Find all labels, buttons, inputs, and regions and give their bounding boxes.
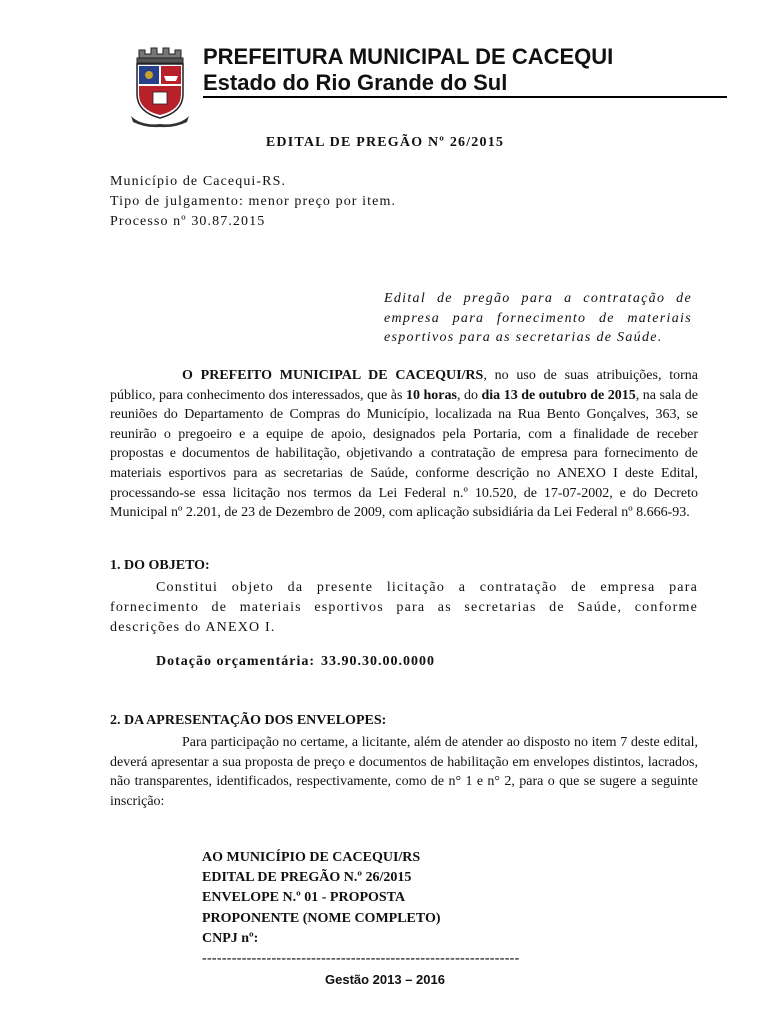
intro-text-1: , no uso de suas atribuições, torna público, para conhecimento dos interessados, que às [110,368,698,403]
intro-hora: 10 horas [405,387,457,403]
dotacao-value: 33.90.30.00.0000 [321,654,436,669]
envelope-line: EDITAL DE PREGÃO N.º 26/2015 [202,870,412,886]
header-state: Estado do Rio Grande do Sul [203,70,727,98]
section-1-heading: 1. DO OBJETO: [110,558,210,573]
municipal-coat-of-arms-icon [129,46,191,128]
intro-text-2: , do [456,387,482,403]
section-2-heading: 2. DA APRESENTAÇÃO DOS ENVELOPES: [110,713,387,728]
intro-data: dia 13 de outubro de 2015 [481,387,636,403]
edital-info [110,172,396,232]
dotacao-label: Dotação orçamentária: [156,654,316,669]
envelope-line: AO MUNICÍPIO DE CACEQUI/RS [202,850,421,865]
intro-prefeito: O PREFEITO MUNICIPAL DE CACEQUI/RS [182,368,484,383]
info-tipo-julgamento: Tipo de julgamento: menor preço por item. [110,194,397,209]
info-municipio: Município de Cacequi-RS. [110,174,287,189]
intro-paragraph [110,366,698,523]
envelope-line: PROPONENTE (NOME COMPLETO) [202,910,441,926]
footer-gestao: Gestão 2013 – 2016 [325,972,445,987]
envelope-separator: ---------------------------------------------------------------- [202,951,520,967]
intro-text-3: , na sala de reuniões do Departamento de Compras do Município, localizada na Rua Bento Gonçalves, 363, se reunirão o pregoeiro e a equipe de apoio, designados pela Portaria, com a finalidade de receber propostas e documentos de habilitação, objetivando a contratação de empresa para fornecimento de materiais esportivos para as secretarias de Saúde, conforme descrição no ANEXO I deste Edital, processando-se essa licitação nos termos da Lei Federal n.º 10.520, de 17-07-2002, e do Decreto Municipal nº 2.201, de 23 de Dezembro de 2009, com aplicação subsidiária da Lei Federal nº 8.666-93. [110,387,698,521]
section-2-text: Para participação no certame, a licitante, além de atender ao disposto no item 7 deste edital, deverá apresentar a sua proposta de preço e documentos de habilitação em envelopes distintos, lacrados, não transparentes, identificados, respectivamente, como de n° 1 e n° 2, para o que se sugere a seguinte inscrição: [110,735,698,809]
edital-ementa: Edital de pregão para a contratação de empresa para fornecimento de materiais esportivos para as secretarias de Saúde. [384,291,692,345]
envelope-inscription [202,848,520,969]
section-1-text: Constitui objeto da presente licitação a contratação de empresa para fornecimento de materiais esportivos para as secretarias de Saúde, conforme descrições do ANEXO I. [110,580,698,635]
info-processo: Processo nº 30.87.2015 [110,214,266,229]
dotacao-orcamentaria [156,654,435,670]
edital-title: EDITAL DE PREGÃO Nº 26/2015 [265,135,505,150]
envelope-line: CNPJ nº: [202,930,259,946]
header-title: PREFEITURA MUNICIPAL DE CACEQUI [203,44,614,69]
envelope-line: ENVELOPE N.º 01 - PROPOSTA [202,890,406,906]
